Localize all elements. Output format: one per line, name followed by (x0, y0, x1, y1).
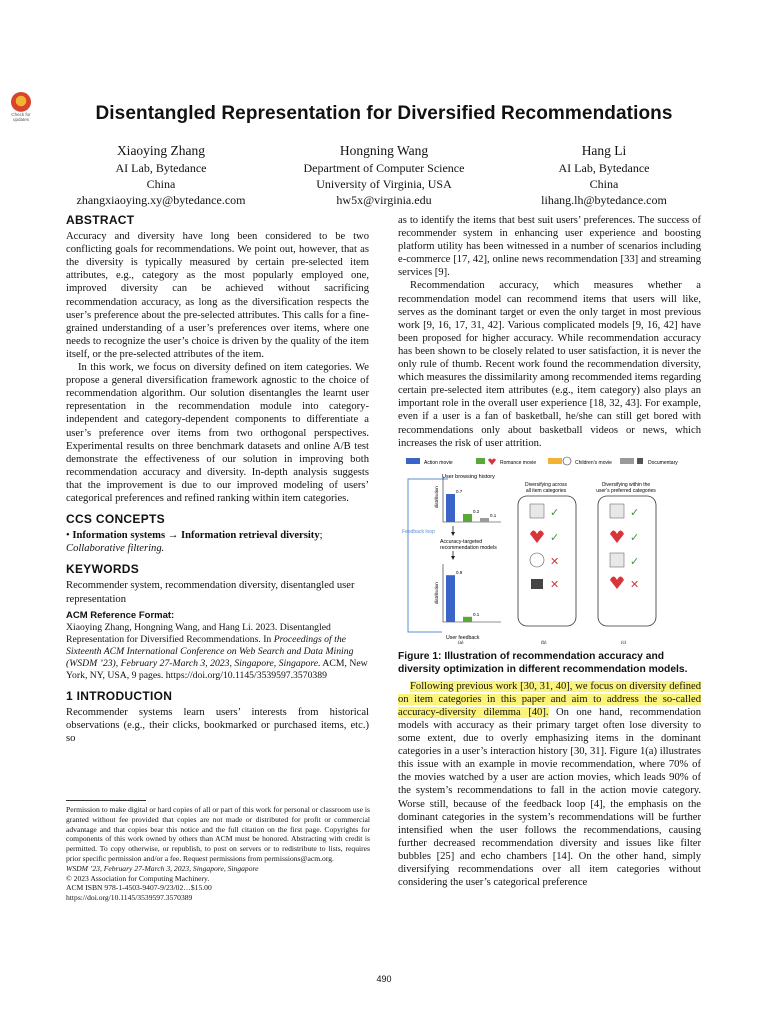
legend-action: Action movie (424, 459, 453, 466)
romance-heart-icon (530, 530, 544, 543)
browsing-value-label: 0.1 (490, 512, 497, 518)
recommended-bar-2 (463, 616, 472, 621)
author-location: China (146, 177, 176, 191)
author-location: University of Virginia, USA (316, 177, 452, 191)
author-block-3 (516, 142, 692, 208)
intro-paragraph-1-start: Recommender systems learn users’ interests from historical observations (e.g., their clicks, bookmarked or purchased items, etc.) so (66, 706, 369, 744)
browsing-value-label: 0.2 (473, 508, 480, 514)
browsing-bar-3 (480, 518, 489, 522)
author-email[interactable]: zhangxiaoying.xy@bytedance.com (76, 193, 246, 207)
legend-swatch-action (406, 458, 420, 464)
author-affiliation: Department of Computer Science (303, 161, 465, 175)
intro-paragraph-3 (398, 680, 701, 890)
action-movie-icon (610, 504, 624, 518)
check-icon: ✓ (630, 531, 640, 544)
paper-title: Disentangled Representation for Diversified Recommendations (95, 103, 673, 124)
cross-icon: ✕ (550, 578, 560, 591)
acm-reference (66, 622, 369, 682)
within-title-2: user’s preferred categories (596, 487, 656, 494)
recommended-bar-1 (446, 575, 455, 622)
subfigure-b-label: (b) (541, 639, 547, 644)
ccs-concept-bold: Information systems → Information retrieval diversity (72, 530, 320, 542)
axis-label-top: distribution (434, 485, 439, 508)
acm-ref-heading: ACM Reference Format: (66, 609, 175, 621)
panel-c-row-4 (610, 576, 639, 591)
feedback-loop-line (408, 479, 448, 632)
keywords-text: Recommender system, recommendation diversity, disentangled user representation (66, 580, 355, 605)
abstract-paragraph-1: Accuracy and diversity have long been considered to be two conflicting goals for recommendations. We point out, however, that as the diversity is typically measured by certain pre-selected item attributes, e.g., category as the most popularly employed one, improved diversity can be achieved without sacrificing recommendation accuracy, as long as the diversification respects the user’s preference about the pre-selected attributes. This calls for a fine-grained understanding of a user’s preferences over items, where one needs to recognize the user’s choice is driven by the quality of the item itself, or the pre-selected attributes of the item. (66, 231, 369, 360)
cross-icon: ✕ (630, 578, 640, 591)
acm-ref-part-3[interactable]: ACM, New York, NY, USA, 9 pages. https://doi.org/10.1145/3539597.3570389 (66, 657, 368, 681)
check-icon: ✓ (630, 506, 640, 519)
panel-b-row-3 (530, 553, 559, 568)
romance-heart-icon (610, 576, 624, 589)
ccs-bullet: • (66, 530, 70, 542)
permission-text: Permission to make digital or hard copies of all or part of this work for personal or classroom use is granted without fee provided that copies are not made or distributed for profit or commercial advantage and that copies bear this notice and the full citation on the first page. Copyrights for components of this work owned by others than ACM must be honored. Abstracting with credit is permitted. To copy otherwise, or republish, to post on servers or to redistribute to lists, requires prior specific permission and/or a fee. Request permissions from permissions@acm.org. (66, 805, 370, 863)
panel-b-box (518, 496, 576, 626)
ccs-heading: CCS CONCEPTS (66, 512, 165, 527)
recommendation-chart (443, 564, 501, 622)
documentary-icon (531, 579, 543, 589)
across-title-1: Diversifying across (525, 481, 567, 488)
isbn-line: ACM ISBN 978-1-4503-9407-9/23/02…$15.00 (66, 883, 212, 893)
intro-paragraph-2: Recommendation accuracy, which measures whether a recommendation model can recommend items that users will like, serves as the dominant target or even the only target in most previous work [9, 16, 17, 31, 42]. Various complicated models [9, 16, 42] have been proposed for higher accuracy. While recommendation accuracy has been shown to be closely related to user satisfaction, it is never the only rule of thumb. Recent work found the recommendation diversity, which measures the dissimilarity among recommended items regarding certain pre-selected item attributes (e.g., item category) also plays an important role in the overall user experience [18, 32, 43]. For example, even if a user is a fan of basketball, he/she can still get bored with recommendations only about basketball videos or news, which increases the risk of user attrition. (398, 280, 701, 449)
intro-paragraph-3-rest: On one hand, recommendation models with accuracy as their primary target often lose diversity to some extent, due to overly emphasizing items in the dominant categories in a user’s interaction history [30, 31]. Figure 1(a) illustrates this issue with an example in movie recommendation, where 70% of the movies watched by a user are action movies, which leads 90% of the system’s recommendations to fall in the action movie category. Worse still, because of the feedback loop [4], the emphasis on the dominant categories in the system’s recommendations will be further intensified when the user follows the recommendations, causing further decreased recommendation diversity and issues like filter bubbles [25] and echo chambers [14]. On the other hand, simply diversifying recommendations over all item categories without considering the user’s categorical preference (398, 706, 701, 889)
action-movie-icon (530, 504, 544, 518)
ccs-concept-italic: Collaborative filtering. (66, 543, 165, 555)
abstract-paragraph-2: In this work, we focus on diversity defined on item categories. We propose a general diversification framework agnostic to the choice of recommendation algorithm. Our solution disentangles the learnt user representation in the recommendation module into category-independent and category-dependent components to differentiate a user’s preference over items from two orthogonal perspectives. Experimental results on three benchmark datasets and online A/B test demonstrate the effectiveness of our solution in improving both recommendation accuracy and diversity. In-depth analysis suggests that the improvement is due to our improved modeling of users’ categorical preferences and refined ranking within item categories. (66, 362, 369, 504)
arrow-down-2-head (451, 556, 455, 560)
browsing-history-chart (442, 473, 501, 522)
copyright-footnote (66, 800, 370, 903)
recommended-value-label: 0.1 (473, 611, 480, 617)
author-email[interactable]: hw5x@virginia.edu (336, 193, 432, 207)
figure-1-illustration (398, 454, 701, 644)
subfigure-a-label: (a) (458, 639, 464, 644)
recommended-value-label: 0.9 (456, 569, 463, 575)
panel-c-row-1 (610, 504, 639, 519)
copyright-line: © 2023 Association for Computing Machinery. (66, 873, 210, 883)
legend-children: Children’s movie (575, 459, 612, 466)
legend-documentary: Documentary (648, 459, 678, 466)
children-face-icon (563, 457, 571, 465)
keywords-heading: KEYWORDS (66, 562, 140, 577)
highlighted-sentence: Following previous work [30, 31, 40], we focus on diversity defined on item categories in this paper and aim to address the so-called accuracy-diversity dilemma [40]. (398, 680, 701, 718)
author-affiliation: AI Lab, Bytedance (115, 161, 207, 175)
check-icon: ✓ (550, 506, 560, 519)
axis-label-bottom: distribution (434, 581, 439, 604)
legend-romance: Romance movie (500, 459, 537, 466)
browsing-bar-1 (446, 494, 455, 522)
author-name: Hongning Wang (339, 143, 429, 158)
check-icon: ✓ (630, 555, 640, 568)
panel-c-row-2 (610, 530, 639, 544)
author-block-2 (282, 142, 486, 208)
author-location: China (589, 177, 619, 191)
model-label-2: recommendation models (440, 544, 497, 551)
legend-swatch-documentary (620, 458, 634, 464)
user-feedback-label: User feedback (446, 634, 480, 641)
right-column (398, 214, 701, 889)
subfigure-c-label: (c) (621, 639, 627, 644)
figure-1 (398, 454, 701, 644)
children-movie-icon (530, 553, 544, 567)
doi-line[interactable]: https://doi.org/10.1145/3539597.3570389 (66, 893, 193, 903)
author-block-1 (66, 142, 256, 208)
within-title-1: Diversifying within the (601, 481, 651, 488)
panel-c-row-3 (610, 553, 639, 568)
feedback-loop-label: Feedback loop (402, 528, 435, 535)
badge-line-1: Check for (11, 112, 31, 117)
legend-swatch-children (548, 458, 562, 464)
browsing-title: User browsing history (442, 473, 495, 480)
author-name: Hang Li (581, 143, 627, 158)
figure-1-caption: Figure 1: Illustration of recommendation accuracy and diversity optimization in different recommendation models. (398, 650, 688, 675)
ccs-separator: ; (319, 530, 323, 542)
author-affiliation: AI Lab, Bytedance (558, 161, 650, 175)
model-label-1: Accuracy-targeted (440, 538, 483, 545)
abstract-heading: ABSTRACT (66, 213, 135, 227)
action-movie-icon (610, 553, 624, 567)
acm-ref-part-1: Xiaoying Zhang, Hongning Wang, and Hang Li. 2023. Disentangled Representation for Diversified Recommendations. In (66, 621, 331, 645)
across-title-2: all item categories (525, 487, 567, 494)
panel-b-row-4 (531, 579, 559, 591)
intro-paragraph-1-continued: as to identify the items that best suit users’ preferences. The success of recommender system in enhancing user experience and boosting platform utility has been witnessed in a number of scenarios including e-commerce [17, 42], online news recommendation [33] and streaming services [9]. (398, 215, 701, 279)
conference-line: WSDM ’23, February 27-March 3, 2023, Singapore, Singapore (66, 863, 259, 873)
romance-heart-icon (610, 530, 624, 543)
acm-ref-proceedings: Proceedings of the Sixteenth ACM International Conference on Web Search and Data Mining (WSDM ’23), February 27-March 3, 2023, Singapore, Singapore. (66, 633, 354, 669)
cross-icon: ✕ (550, 555, 560, 568)
camera-icon (637, 458, 643, 464)
panel-b-row-1 (530, 504, 559, 519)
heart-icon (488, 458, 496, 465)
arrow-down-head (451, 532, 455, 536)
intro-heading: 1 INTRODUCTION (66, 688, 173, 703)
author-email[interactable]: lihang.lh@bytedance.com (541, 193, 667, 207)
panel-b-row-2 (530, 530, 559, 544)
browsing-value-label: 0.7 (456, 488, 463, 494)
browsing-bar-2 (463, 514, 472, 522)
panel-c-box (598, 496, 656, 626)
badge-line-2: updates (12, 117, 29, 122)
check-icon: ✓ (550, 531, 560, 544)
author-name: Xiaoying Zhang (116, 143, 206, 158)
page-number: 490 (376, 974, 392, 984)
legend-swatch-romance (476, 458, 485, 464)
left-column (66, 214, 369, 745)
ccs-concepts (66, 529, 369, 555)
